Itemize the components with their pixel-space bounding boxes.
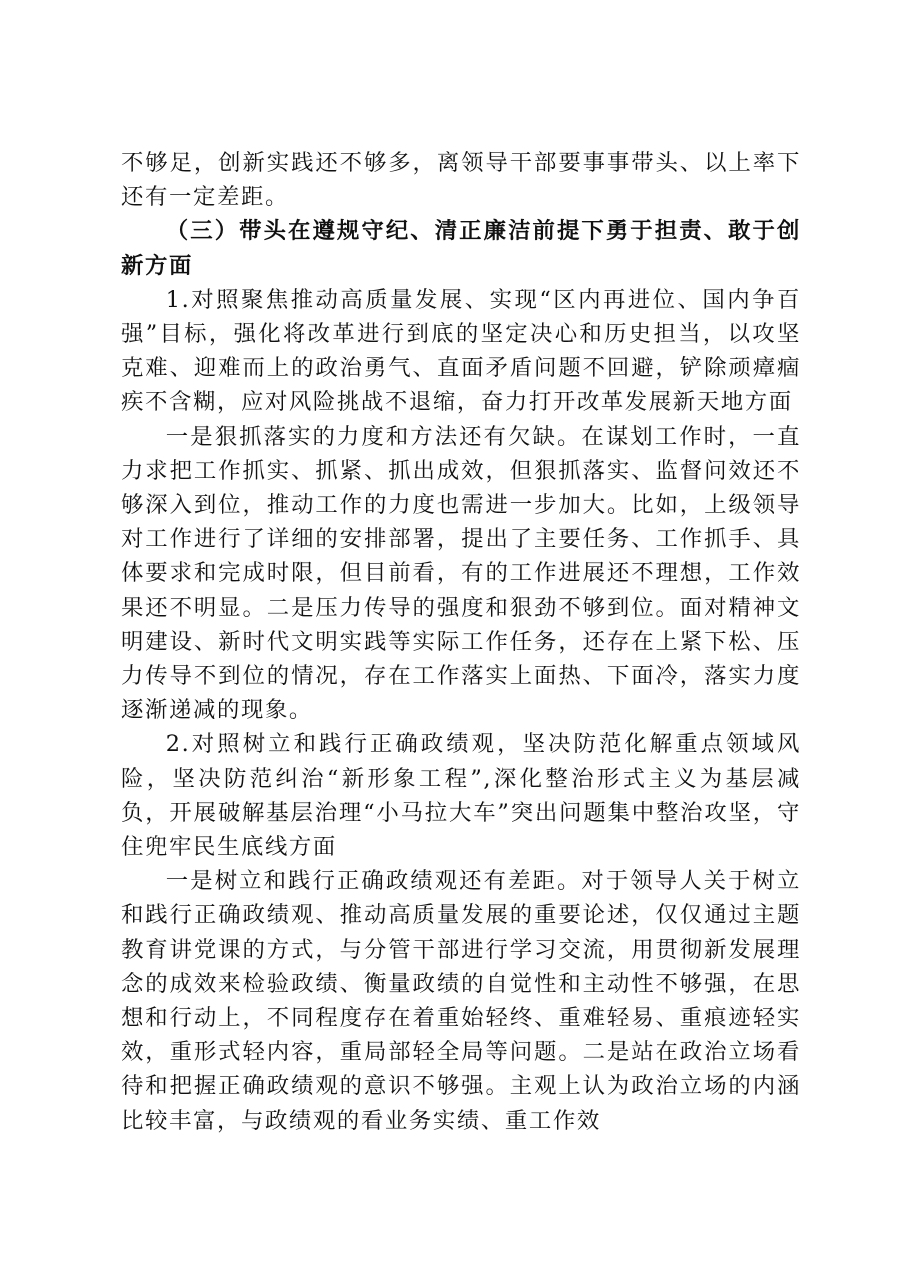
- body-paragraph-1: 一是狠抓落实的力度和方法还有欠缺。在谋划工作时，一直力求把工作抓实、抓紧、抓出成效，但狠抓落实、监督问效还不够深入到位，推动工作的力度也需进一步加大。比如，上级领导对工作进行了详细的安排部署，提出了主要任务、工作抓手、具体要求和完成时限，但目前看，有的工作进展还不理想，工作效果还不明显。二是压力传导的强度和狠劲不够到位。面对精神文明建设、新时代文明实践等实际工作任务，还存在上紧下松、压力传导不到位的情况，存在工作落实上面热、下面冷，落实力度逐渐递减的现象。: [121, 423, 801, 724]
- paragraph-continuation: 不够足，创新实践还不够多，离领导干部要事事带头、以上率下还有一定差距。: [121, 150, 801, 211]
- item-heading-2: 2.对照树立和践行正确政绩观，坚决防范化解重点领域风险，坚决防范纠治“新形象工程”,深化整治形式主义为基层减负，开展破解基层治理“小马拉大车”突出问题集中整治攻坚，守住兜牢民生底线方面: [121, 731, 801, 861]
- document-body: [121, 146, 801, 1138]
- section-heading: （三）带头在遵规守纪、清正廉洁前提下勇于担责、敢于创新方面: [121, 218, 801, 279]
- item-heading-1: 1.对照聚焦推动高质量发展、实现“区内再进位、国内争百强”目标，强化将改革进行到底的坚定决心和历史担当，以攻坚克难、迎难而上的政治勇气、直面矛盾问题不回避，铲除顽瘴痼疾不含糊，应对风险挑战不退缩，奋力打开改革发展新天地方面: [121, 286, 801, 416]
- body-paragraph-2: 一是树立和践行正确政绩观还有差距。对于领导人关于树立和践行正确政绩观、推动高质量发展的重要论述，仅仅通过主题教育讲党课的方式，与分管干部进行学习交流，用贯彻新发展理念的成效来检验政绩、衡量政绩的自觉性和主动性不够强，在思想和行动上，不同程度存在着重始轻终、重难轻易、重痕迹轻实效，重形式轻内容，重局部轻全局等问题。二是站在政治立场看待和把握正确政绩观的意识不够强。主观上认为政治立场的内涵比较丰富，与政绩观的看业务实绩、重工作效: [121, 868, 801, 1134]
